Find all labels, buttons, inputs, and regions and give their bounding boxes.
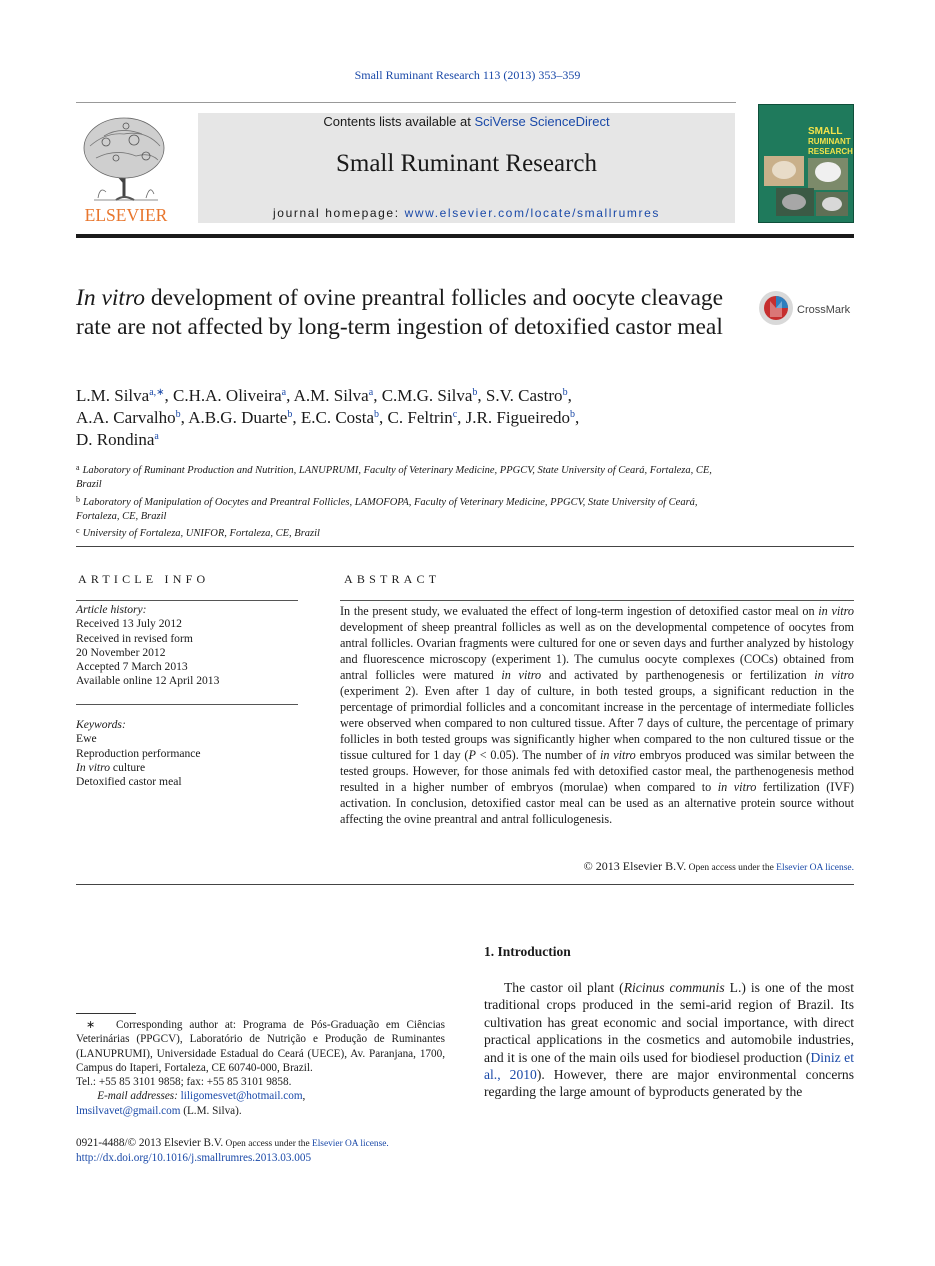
section-rule bbox=[76, 546, 854, 547]
email-line: E-mail addresses: liligomesvet@hotmail.com, bbox=[97, 1090, 306, 1103]
email-link[interactable]: lmsilvavet@gmail.com bbox=[76, 1104, 181, 1117]
issn-block bbox=[76, 1136, 576, 1166]
affiliation: $^b$ Laboratory of Manipulation of Oocytes and Preantral Follicles, LAMOFOPA, Faculty of Veterinary Medicine, PPGCV, State University of Ceará, Fortaleza, CE, Brazil bbox=[76, 494, 698, 522]
homepage-prefix: journal homepage: bbox=[273, 206, 405, 220]
oa-license-link[interactable]: Elsevier OA license. bbox=[776, 863, 854, 873]
publisher-logo-text: ELSEVIER bbox=[84, 205, 168, 224]
author[interactable]: A.A. Carvalho$^b$, bbox=[76, 408, 189, 427]
affiliation: $^c$ University of Fortaleza, UNIFOR, Fortaleza, CE, Brazil bbox=[76, 526, 320, 540]
author[interactable]: C. Feltrin$^c$, bbox=[387, 408, 466, 427]
doi-link[interactable]: http://dx.doi.org/10.1016/j.smallrumres.2013.03.005 bbox=[76, 1152, 312, 1165]
contents-prefix: Contents lists available at bbox=[323, 114, 475, 129]
cover-title-line: RUMINANT bbox=[808, 137, 851, 146]
journal-name: Small Ruminant Research bbox=[335, 150, 598, 177]
introduction-heading: 1. Introduction bbox=[484, 944, 571, 959]
keyword: Ewe bbox=[76, 732, 97, 746]
email-link[interactable]: liligomesvet@hotmail.com bbox=[180, 1090, 303, 1103]
section-rule bbox=[76, 884, 854, 885]
author[interactable]: C.H.A. Oliveira$^a$, bbox=[173, 386, 294, 405]
article-info-rule bbox=[76, 600, 298, 601]
crossmark-icon bbox=[759, 291, 793, 325]
journal-cover-image[interactable] bbox=[758, 104, 854, 223]
history-label: Article history: bbox=[76, 603, 147, 616]
introduction-paragraph: The castor oil plant (Ricinus communis L.) is one of the most traditional crops produced in the semi-arid region of Brazil. Its cultivation has great economic and social importance, with direct practical applications in the cosmetics and automobile industries, and it is one of the main oils used for biodiesel production (Diniz et al., 2010). However, there are major environmental concerns regarding the large amount of byproducts generated by the bbox=[484, 980, 854, 1100]
history-item: Received in revised form bbox=[76, 631, 193, 645]
crossmark-badge[interactable] bbox=[757, 289, 855, 327]
elsevier-tree-logo bbox=[76, 112, 176, 224]
issn-line: 0921-4488/© 2013 Elsevier B.V. Open access under the Elsevier OA license. bbox=[76, 1137, 389, 1149]
contents-line bbox=[198, 114, 735, 129]
header-rule bbox=[76, 102, 736, 103]
copyright-line: © 2013 Elsevier B.V. Open access under the Elsevier OA license. bbox=[583, 859, 854, 873]
footnote-rule bbox=[76, 1013, 136, 1014]
header-thick-rule bbox=[76, 234, 854, 238]
abstract-text: In the present study, we evaluated the effect of long-term ingestion of detoxified castor meal on in vitro development of sheep preantral follicles as well as on the developmental competence of oocytes from antral follicles. Ovarian fragments were cultured for one or seven days and further analyzed by histology and fluorescence microscopy (experiment 1). The cumulus oocyte complexes (COCs) obtained from antral follicles were matured in vitro and activated by parthenogenesis or fertilization in vitro (experiment 2). Even after 1 day of culture, in both tested groups, a significant reduction in the percentage of primordial follicles and a concomitant increase in the percentage of intermediate follicles were observed when compared to non cultured tissue. After 7 days of culture, the percentage of primary follicles in both tested groups was significantly higher when compared to the non cultured tissue or the tissue cultured for 1 day (P < 0.05). The number of in vitro embryos produced was similar between the tested groups. However, for those animals fed with detoxified castor meal, the parthenogenesis method resulted in a higher number of embryos (morulae) when compared to in vitro fertilization (IVF) activation. In conclusion, detoxified castor meal can be used as an alternative protein source without affecting the ovine preantral and antral folliculogenesis. bbox=[340, 604, 855, 826]
keyword: Detoxified castor meal bbox=[76, 775, 182, 789]
tree-icon bbox=[84, 118, 164, 200]
article-info-rule bbox=[76, 704, 298, 705]
history-item: Received 13 July 2012 bbox=[76, 617, 182, 631]
sciencedirect-link[interactable]: SciVerse ScienceDirect bbox=[474, 114, 610, 129]
affiliations bbox=[76, 461, 736, 541]
oa-license-link[interactable]: Elsevier OA license. bbox=[311, 1139, 389, 1149]
article-title bbox=[76, 284, 726, 342]
corresponding-author-footnote bbox=[76, 1018, 445, 1118]
journal-citation[interactable]: Small Ruminant Research 113 (2013) 353–359 bbox=[354, 68, 581, 82]
keywords-label: Keywords: bbox=[76, 718, 126, 731]
keywords bbox=[76, 718, 298, 789]
title-italic: In vitro bbox=[76, 285, 145, 311]
history-item: 20 November 2012 bbox=[76, 645, 166, 659]
history-item: Accepted 7 March 2013 bbox=[76, 660, 188, 674]
article-info-heading: ARTICLE INFO bbox=[78, 572, 210, 586]
keyword: In vitro culture bbox=[76, 760, 146, 774]
author[interactable]: C.M.G. Silva$^b$, bbox=[381, 386, 486, 405]
contact-phone: Tel.: +55 85 3101 9858; fax: +55 85 3101 9858. bbox=[76, 1076, 292, 1089]
title-rest: development of ovine preantral follicles and oocyte cleavage rate are not affected by long-term ingestion of detoxified castor meal bbox=[76, 285, 724, 340]
affiliation: $^a$ Laboratory of Ruminant Production and Nutrition, LANUPRUMI, Faculty of Veterinary Medicine, PPGCV, State University of Ceará, Fortaleza, CE, Brazil bbox=[76, 463, 712, 491]
article-history bbox=[76, 603, 298, 689]
homepage-link[interactable]: www.elsevier.com/locate/smallrumres bbox=[404, 206, 660, 220]
author[interactable]: L.M. Silva$^{a,∗}$, bbox=[76, 386, 174, 405]
cover-title-line: SMALL bbox=[808, 126, 843, 137]
homepage-line bbox=[198, 206, 735, 220]
abstract-rule bbox=[340, 600, 854, 601]
author[interactable]: A.B.G. Duarte$^b$, bbox=[188, 408, 301, 427]
author[interactable]: D. Rondina$^a$ bbox=[76, 430, 159, 449]
abstract-heading: ABSTRACT bbox=[344, 572, 441, 586]
author[interactable]: S.V. Castro$^b$, bbox=[485, 386, 572, 405]
corresponding-address: ∗ Corresponding author at: Programa de Pós-Graduação em Ciências Veterinárias (PPGCV), Laboratório de Nutrição e Produção de Ruminantes (LANUPRUMI), Universidade Estadual do Ceará (UECE), Av. Paranjana, 1700, Campus do Itaperi, Fortaleza, CE 60740-000, Brazil. bbox=[76, 1019, 445, 1074]
author-list bbox=[76, 385, 716, 451]
cover-title-line: RESEARCH bbox=[808, 147, 853, 156]
keyword: Reproduction performance bbox=[76, 746, 201, 760]
history-item: Available online 12 April 2013 bbox=[76, 674, 220, 688]
crossmark-label: CrossMark bbox=[797, 304, 851, 316]
author[interactable]: E.C. Costa$^b$, bbox=[300, 408, 388, 427]
email-line: lmsilvavet@gmail.com (L.M. Silva). bbox=[76, 1104, 242, 1117]
reference-link[interactable]: Diniz et al., 2010 bbox=[484, 1049, 854, 1083]
author[interactable]: J.R. Figueiredo$^b$, bbox=[465, 408, 580, 427]
author[interactable]: A.M. Silva$^a$, bbox=[293, 386, 382, 405]
